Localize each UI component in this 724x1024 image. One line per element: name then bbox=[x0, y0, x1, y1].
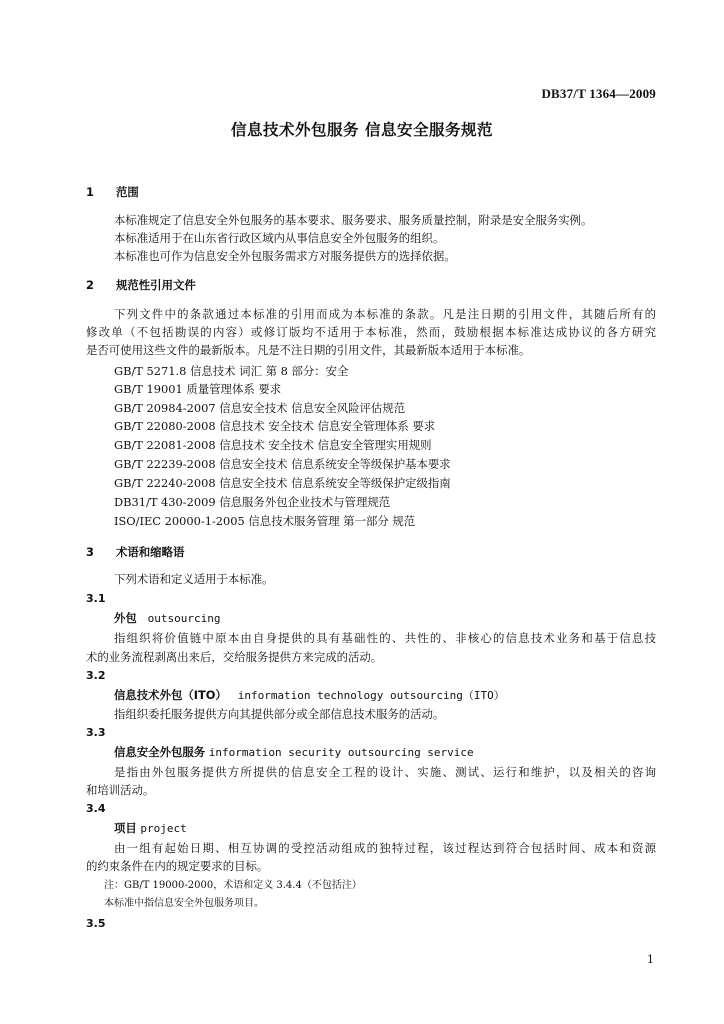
term-en: project bbox=[140, 822, 187, 835]
term-entry bbox=[114, 687, 505, 704]
term-definition-line-2: 术的业务流程剥离出来后，交给服务提供方来完成的活动。 bbox=[86, 650, 383, 664]
scope-paragraph-1: 本标准规定了信息安全外包服务的基本要求、服务要求、服务质量控制，附录是安全服务实例。 bbox=[114, 213, 593, 227]
section-number: 2 bbox=[86, 278, 94, 292]
term-cn: 外包 bbox=[114, 611, 137, 625]
scope-paragraph-3: 本标准也可作为信息安全外包服务需求方对服务提供方的选择依据。 bbox=[114, 249, 456, 263]
term-definition-line-2: 和培训活动。 bbox=[86, 783, 155, 797]
term-note: 本标准中指信息安全外包服务项目。 bbox=[104, 898, 264, 909]
term-definition-line-1: 是指由外包服务提供方所提供的信息安全工程的设计、实施、测试、运行和维护，以及相关的咨询 bbox=[114, 765, 656, 779]
term-note: 注：GB/T 19000-2000，术语和定义 3.4.4（不包括注） bbox=[104, 880, 362, 891]
term-cn: 信息技术外包（ITO） bbox=[114, 688, 227, 702]
reference-item: GB/T 22239-2008 信息安全技术 信息系统安全等级保护基本要求 bbox=[114, 457, 451, 471]
page-number: 1 bbox=[647, 953, 654, 966]
section-title: 规范性引用文件 bbox=[116, 278, 196, 292]
clause-number: 3.1 bbox=[86, 592, 106, 605]
term-en: information security outsourcing service bbox=[208, 746, 474, 759]
term-en: outsourcing bbox=[147, 612, 221, 625]
reference-item: GB/T 22240-2008 信息安全技术 信息系统安全等级保护定级指南 bbox=[114, 476, 451, 490]
reference-item: GB/T 22081-2008 信息技术 安全技术 信息安全管理实用规则 bbox=[114, 438, 432, 452]
reference-item: GB/T 5271.8 信息技术 词汇 第 8 部分：安全 bbox=[114, 364, 349, 378]
terms-intro: 下列术语和定义适用于本标准。 bbox=[114, 572, 274, 586]
refs-intro-line-1: 下列文件中的条款通过本标准的引用而成为本标准的条款。凡是注日期的引用文件，其随后所有的 bbox=[114, 307, 656, 321]
standard-code: DB37/T 1364—2009 bbox=[541, 86, 656, 101]
refs-intro-line-3: 是否可使用这些文件的最新版本。凡是不注日期的引用文件，其最新版本适用于本标准。 bbox=[86, 343, 531, 357]
clause-number: 3.5 bbox=[86, 917, 106, 930]
section-1-heading bbox=[86, 184, 139, 200]
reference-item: DB31/T 430-2009 信息服务外包企业技术与管理规范 bbox=[114, 495, 391, 509]
refs-intro-line-2: 修改单（不包括勘误的内容）或修订版均不适用于本标准，然而，鼓励根据本标准达成协议的各方研究 bbox=[86, 325, 656, 339]
term-cn: 项目 bbox=[114, 821, 137, 835]
term-definition-line-1: 指组织委托服务提供方向其提供部分或全部信息技术服务的活动。 bbox=[114, 707, 445, 721]
section-3-heading bbox=[86, 544, 184, 560]
term-cn: 信息安全外包服务 bbox=[114, 745, 206, 759]
term-definition-line-1: 指组织将价值链中原本由自身提供的具有基础性的、共性的、非核心的信息技术业务和基于信息技 bbox=[114, 631, 656, 645]
term-entry bbox=[114, 610, 221, 627]
reference-item: GB/T 19001 质量管理体系 要求 bbox=[114, 382, 282, 396]
section-number: 1 bbox=[86, 185, 94, 199]
section-number: 3 bbox=[86, 545, 94, 559]
term-definition-line-2: 的约束条件在内的规定要求的目标。 bbox=[86, 859, 269, 873]
term-entry bbox=[114, 820, 187, 837]
section-title: 术语和缩略语 bbox=[116, 545, 185, 559]
term-entry bbox=[114, 744, 474, 761]
document-title: 信息技术外包服务 信息安全服务规范 bbox=[231, 121, 493, 139]
reference-item: ISO/IEC 20000-1-2005 信息技术服务管理 第一部分 规范 bbox=[114, 514, 416, 528]
reference-item: GB/T 22080-2008 信息技术 安全技术 信息安全管理体系 要求 bbox=[114, 419, 436, 433]
term-en: information technology outsourcing（ITO） bbox=[237, 689, 505, 702]
reference-item: GB/T 20984-2007 信息安全技术 信息安全风险评估规范 bbox=[114, 401, 406, 415]
section-title: 范围 bbox=[116, 185, 139, 199]
clause-number: 3.3 bbox=[86, 726, 106, 739]
clause-number: 3.4 bbox=[86, 802, 106, 815]
clause-number: 3.2 bbox=[86, 669, 106, 682]
section-2-heading bbox=[86, 277, 196, 293]
term-definition-line-1: 由一组有起始日期、相互协调的受控活动组成的独特过程，该过程达到符合包括时间、成本和资源 bbox=[114, 841, 656, 855]
scope-paragraph-2: 本标准适用于在山东省行政区域内从事信息安全外包服务的组织。 bbox=[114, 231, 445, 245]
